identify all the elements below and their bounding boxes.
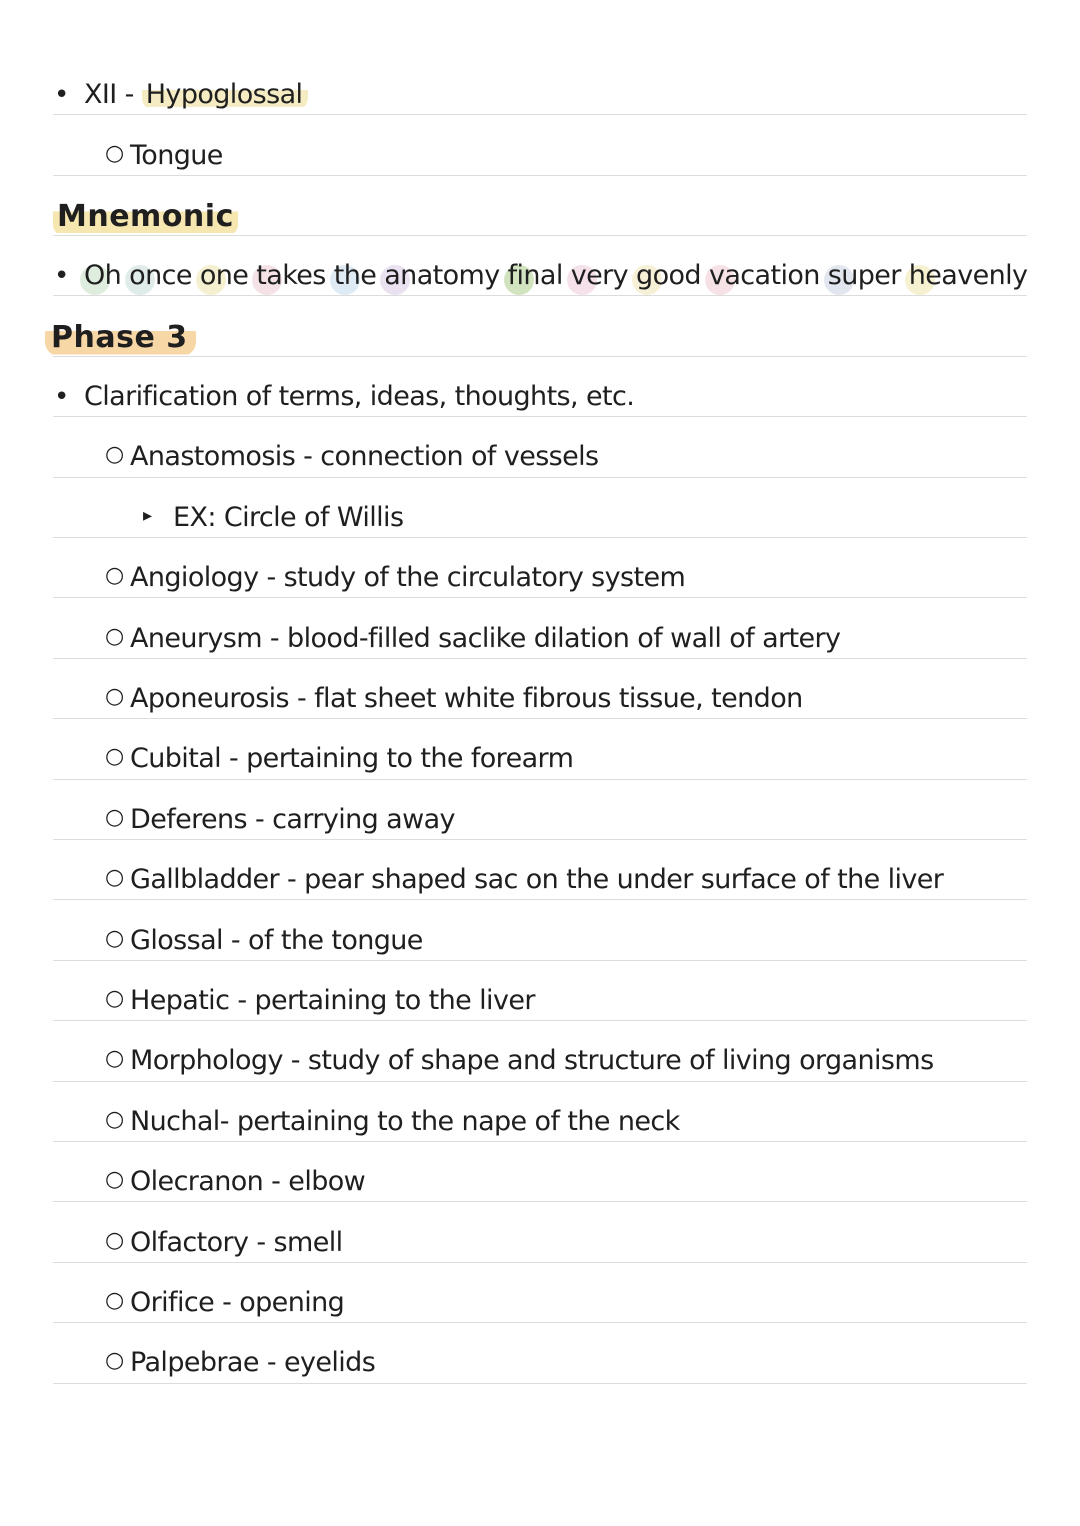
term-item	[0, 541, 1080, 601]
term-item	[0, 602, 1080, 662]
term-item	[0, 783, 1080, 843]
term-text: Anastomosis - connection of vessels	[130, 441, 599, 472]
example-text: EX: Circle of Willis	[173, 502, 404, 533]
bullet-circle-icon: ○	[105, 865, 125, 890]
mnemonic-word: super	[827, 260, 901, 291]
section-heading-row	[0, 179, 1080, 239]
term-text: Aneurysm - blood-filled saclike dilation of wall of artery	[130, 623, 841, 654]
mnemonic-word: takes	[256, 260, 326, 291]
term-item	[0, 1326, 1080, 1386]
bullet-circle-icon: ○	[105, 624, 125, 649]
bullet-dot-icon: •	[54, 382, 70, 412]
bullet-circle-icon: ○	[105, 1107, 125, 1132]
bullet-circle-icon: ○	[105, 805, 125, 830]
term-item	[0, 1266, 1080, 1326]
bullet-circle-icon: ○	[105, 1167, 125, 1192]
term-item	[0, 1085, 1080, 1145]
term-item	[0, 662, 1080, 722]
term-item	[0, 964, 1080, 1024]
mnemonic-word: anatomy	[384, 260, 500, 291]
mnemonic-word: heavenly	[908, 260, 1028, 291]
term-text: Hepatic - pertaining to the liver	[130, 985, 535, 1016]
bullet-small-icon: ▸	[143, 505, 153, 526]
term-text: Aponeurosis - flat sheet white fibrous tissue, tendon	[130, 683, 803, 714]
list-item	[0, 119, 1080, 179]
term-text: Angiology - study of the circulatory system	[130, 562, 686, 593]
phase-heading: Phase 3	[45, 320, 196, 356]
term-item	[0, 843, 1080, 903]
bullet-circle-icon: ○	[105, 926, 125, 951]
term-text: Nuchal- pertaining to the nape of the neck	[130, 1106, 680, 1137]
bullet-circle-icon: ○	[105, 1288, 125, 1313]
nerve-function: Tongue	[130, 140, 223, 171]
mnemonic-word: final	[507, 260, 563, 291]
bullet-circle-icon: ○	[105, 986, 125, 1011]
bullet-circle-icon: ○	[105, 563, 125, 588]
bullet-circle-icon: ○	[105, 1046, 125, 1071]
list-item	[0, 360, 1080, 420]
term-item	[0, 1145, 1080, 1205]
term-text: Glossal - of the tongue	[130, 925, 423, 956]
term-item	[0, 1206, 1080, 1266]
term-item	[0, 420, 1080, 480]
mnemonic-word: one	[199, 260, 249, 291]
mnemonic-word: vacation	[708, 260, 820, 291]
term-text: Olfactory - smell	[130, 1227, 343, 1258]
term-text: Orifice - opening	[130, 1287, 345, 1318]
bullet-circle-icon: ○	[105, 684, 125, 709]
mnemonic-word: the	[333, 260, 377, 291]
term-example	[0, 481, 1080, 541]
mnemonic-sentence	[0, 239, 1080, 299]
mnemonic-word: once	[129, 260, 192, 291]
bullet-circle-icon: ○	[105, 141, 125, 166]
term-text: Morphology - study of shape and structure of living organisms	[130, 1045, 934, 1076]
bullet-circle-icon: ○	[105, 1348, 125, 1373]
section-heading-row	[0, 300, 1080, 360]
term-text: Gallbladder - pear shaped sac on the under surface of the liver	[130, 864, 944, 895]
mnemonic-heading: Mnemonic	[53, 199, 238, 235]
term-text: Deferens - carrying away	[130, 804, 455, 835]
term-text: Cubital - pertaining to the forearm	[130, 743, 574, 774]
bullet-circle-icon: ○	[105, 442, 125, 467]
bullet-circle-icon: ○	[105, 744, 125, 769]
mnemonic-word: good	[636, 260, 701, 291]
nerve-numeral: XII -	[84, 79, 142, 110]
mnemonic-word: Oh	[84, 260, 122, 291]
list-item	[0, 58, 1080, 118]
phase-intro: Clarification of terms, ideas, thoughts, etc.	[84, 381, 635, 412]
mnemonic-words	[84, 259, 1027, 299]
mnemonic-word: very	[570, 260, 629, 291]
nerve-name: Hypoglossal	[142, 79, 309, 110]
bullet-dot-icon: •	[54, 80, 70, 110]
term-text: Olecranon - elbow	[130, 1166, 366, 1197]
term-text: Palpebrae - eyelids	[130, 1347, 376, 1378]
term-item	[0, 904, 1080, 964]
term-item	[0, 1024, 1080, 1084]
term-item	[0, 722, 1080, 782]
bullet-circle-icon: ○	[105, 1228, 125, 1253]
bullet-dot-icon: •	[54, 261, 70, 291]
